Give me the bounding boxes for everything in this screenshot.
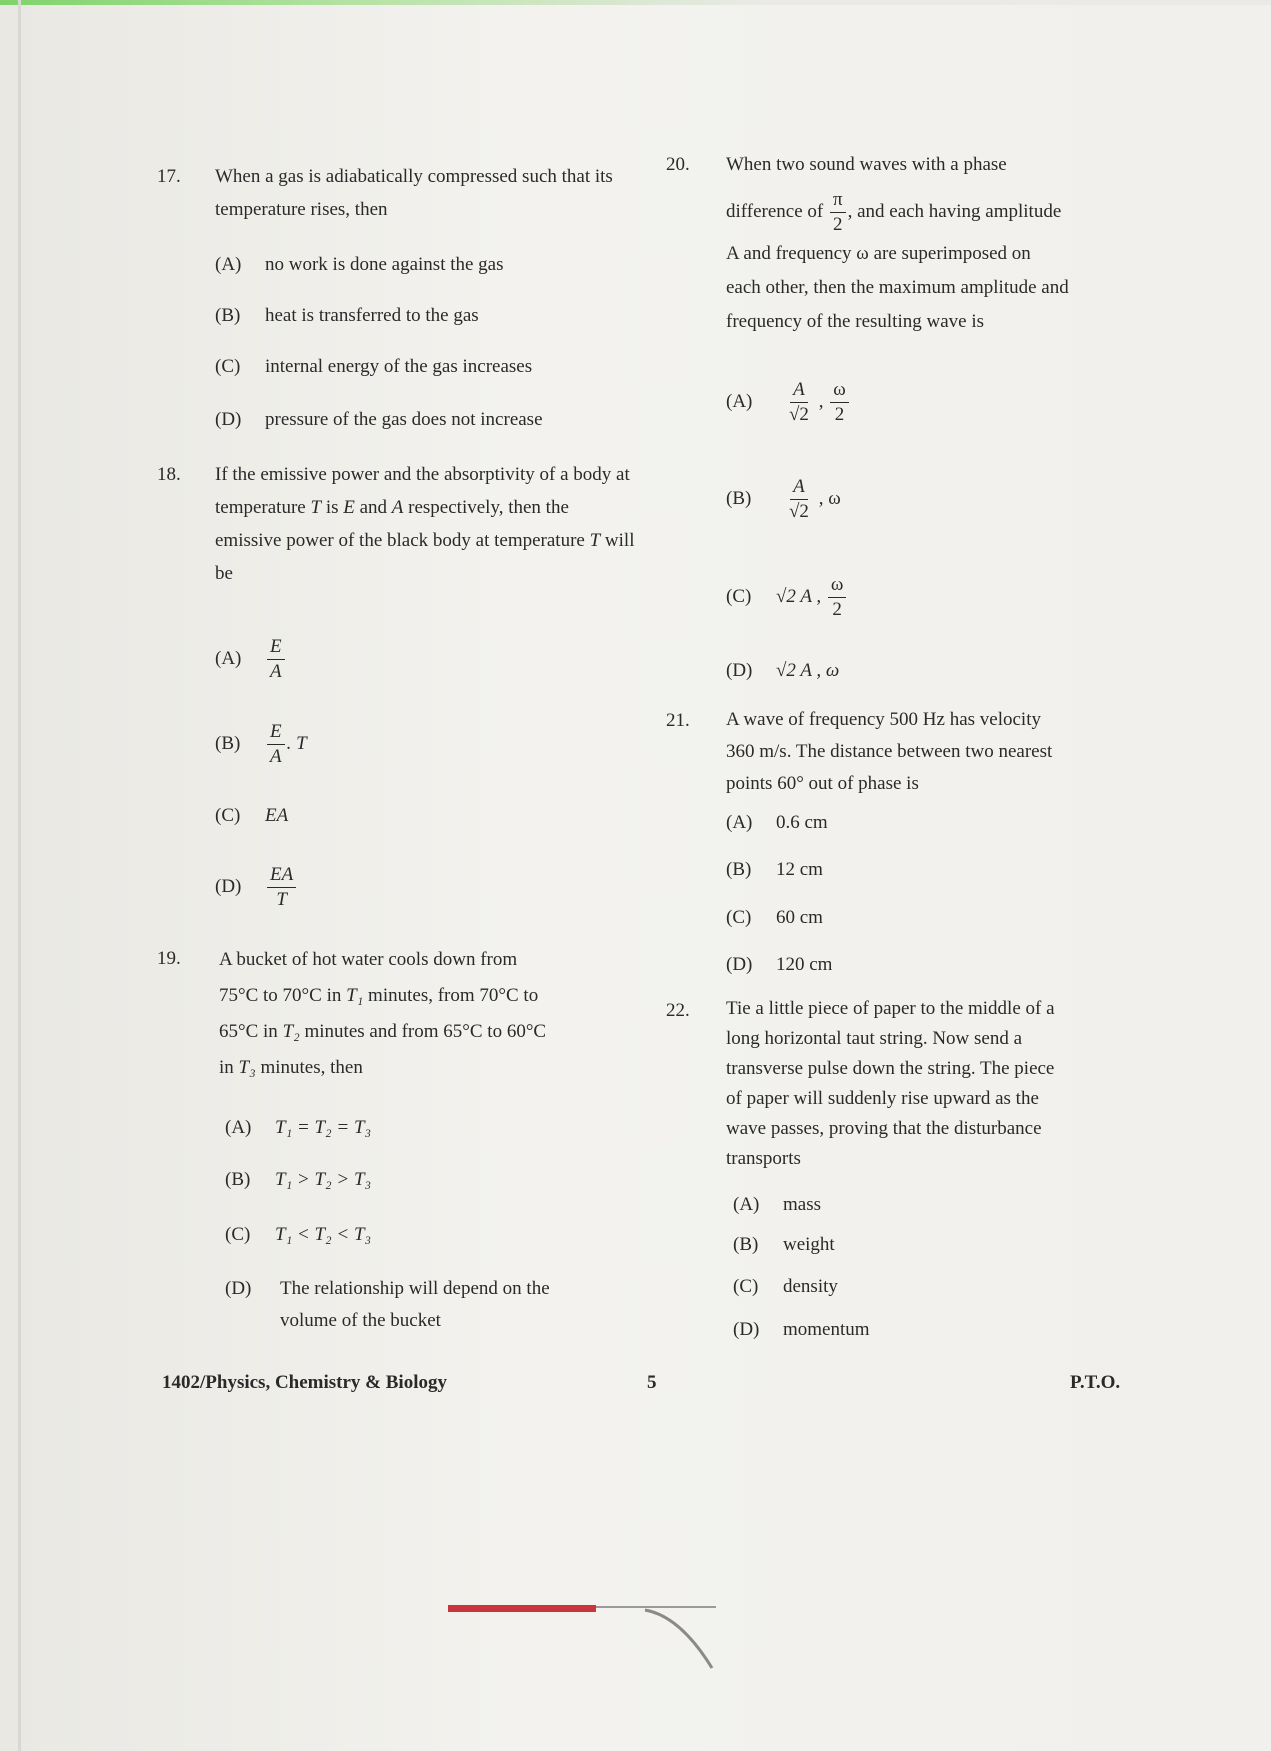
fraction-pi-over-2: $\frac{\pi}{2}$ xyxy=(830,188,846,237)
fraction: $\frac{A}{√2}$ xyxy=(789,379,809,425)
scan-curve-mark xyxy=(640,1606,730,1676)
q22-option-d[interactable]: (D) momentum xyxy=(733,1319,870,1340)
binding-edge xyxy=(18,0,21,1751)
scan-red-mark xyxy=(448,1605,596,1612)
q20-option-a[interactable]: (A) $\frac{A}{√2}$ , $\frac{\omega}{2}$ xyxy=(726,378,851,427)
fraction: $\frac{\omega}{2}$ xyxy=(828,573,847,622)
question-number: 18. xyxy=(157,464,181,485)
fraction: $\frac{E}{A}$ xyxy=(267,635,285,684)
question-text: A bucket of hot water cools down from 75°C to 70°C in T₁ minutes, from 70°C to 65°C in T₂ minutes and from 65°C to 60°C in T₃ minutes, then xyxy=(219,949,547,1078)
question-text: If the emissive power and the absorptivity of a body at temperature T is E and A respectively, then the emissive power of the black body at temperature T will be xyxy=(215,464,635,584)
question-18 xyxy=(157,458,637,598)
fraction: $\frac{E}{A}$ xyxy=(267,720,285,769)
question-21 xyxy=(666,704,1146,814)
fraction: $\frac{\omega}{2}$ xyxy=(830,378,849,427)
fraction: $\frac{A}{√2}$ xyxy=(789,476,809,522)
question-text: When a gas is adiabatically compressed such that its temperature rises, then xyxy=(215,166,613,220)
question-text: When two sound waves with a phase difference of $\frac{\pi}{2}$ , and each having amplitude A and frequency ω are superimposed on each other, then the maximum amplitude and frequency of the resulting wave is xyxy=(726,154,1069,332)
q17-option-c[interactable]: (C) internal energy of the gas increases xyxy=(215,356,533,377)
q20-option-b[interactable]: (B) $\frac{A}{√2}$ , ω xyxy=(726,476,841,522)
question-number: 17. xyxy=(157,166,181,187)
q17-option-a[interactable]: (A) no work is done against the gas xyxy=(215,254,504,275)
q18-option-b[interactable]: (B) $\frac{E}{A}$ . T xyxy=(215,721,307,767)
question-20 xyxy=(666,148,1146,348)
question-number: 21. xyxy=(666,710,690,731)
footer-page-number: 5 xyxy=(647,1372,657,1393)
footer-paper-code: 1402/Physics, Chemistry & Biology xyxy=(162,1372,447,1393)
question-22 xyxy=(666,994,1146,1194)
q22-option-b[interactable]: (B) weight xyxy=(733,1234,835,1255)
question-number: 22. xyxy=(666,1000,690,1021)
q19-option-d[interactable]: (D) The relationship will depend on the volume of the bucket xyxy=(225,1278,550,1331)
footer-pto: P.T.O. xyxy=(1070,1372,1121,1393)
q18-option-c[interactable]: (C) EA xyxy=(215,805,289,826)
scan-edge-line xyxy=(0,0,1271,5)
q18-option-a[interactable]: (A) $\frac{E}{A}$ xyxy=(215,635,287,684)
q21-option-a[interactable]: (A) 0.6 cm xyxy=(726,812,828,833)
q20-option-d[interactable]: (D) √2 A , ω xyxy=(726,660,840,681)
question-number: 20. xyxy=(666,154,690,175)
q22-option-c[interactable]: (C) density xyxy=(733,1276,838,1297)
q21-option-d[interactable]: (D) 120 cm xyxy=(726,954,833,975)
question-17 xyxy=(157,160,637,220)
question-19 xyxy=(157,942,637,1082)
q19-option-c[interactable]: (C) T₁ < T₂ < T₃ xyxy=(225,1224,372,1245)
q21-option-b[interactable]: (B) 12 cm xyxy=(726,859,823,880)
q19-option-a[interactable]: (A) T₁ = T₂ = T₃ xyxy=(225,1117,372,1138)
question-text: A wave of frequency 500 Hz has velocity 360 m/s. The distance between two nearest points 60° out of phase is xyxy=(726,709,1053,794)
fraction: $\frac{EA}{T}$ xyxy=(267,863,296,912)
question-number: 19. xyxy=(157,948,181,969)
q18-option-d[interactable]: (D) $\frac{EA}{T}$ xyxy=(215,863,298,912)
q20-option-c[interactable]: (C) √2 A , $\frac{\omega}{2}$ xyxy=(726,573,848,622)
q17-option-b[interactable]: (B) heat is transferred to the gas xyxy=(215,305,479,326)
q22-option-a[interactable]: (A) mass xyxy=(733,1194,821,1215)
q17-option-d[interactable]: (D) pressure of the gas does not increase xyxy=(215,409,543,430)
q21-option-c[interactable]: (C) 60 cm xyxy=(726,907,823,928)
question-text: Tie a little piece of paper to the middle of a long horizontal taut string. Now send a transverse pulse down the string. The piece of paper will suddenly rise upward as the wave passes, proving that the disturbance transports xyxy=(726,998,1055,1169)
q19-option-b[interactable]: (B) T₁ > T₂ > T₃ xyxy=(225,1169,372,1190)
